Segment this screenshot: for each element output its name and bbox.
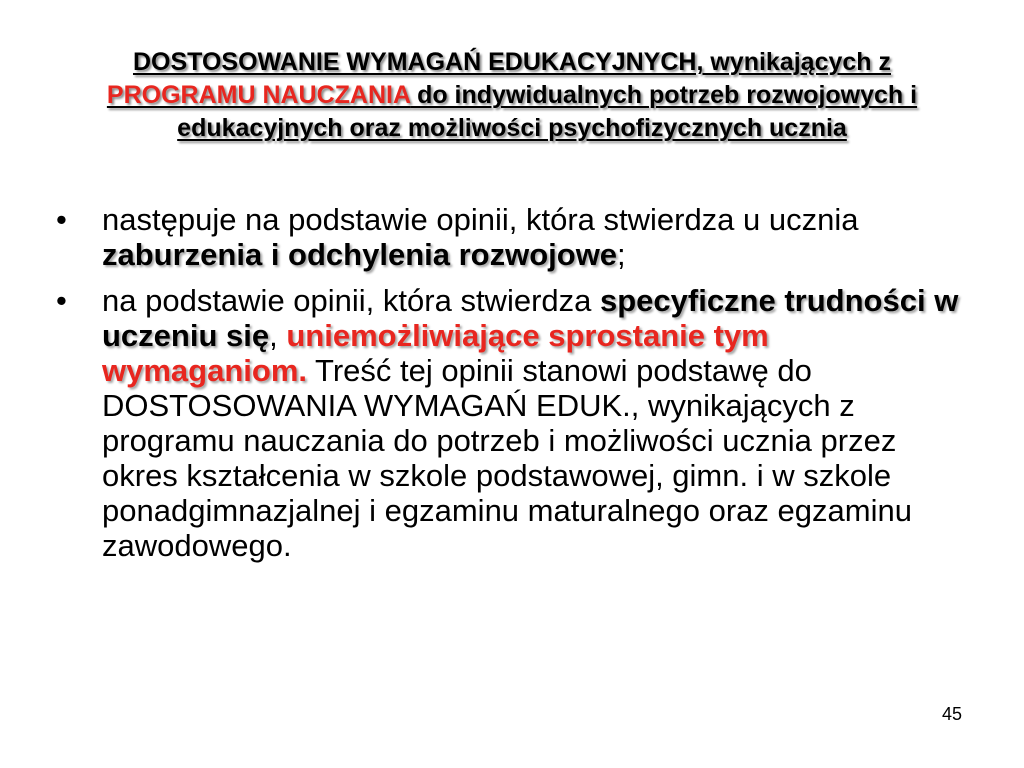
bullet-list xyxy=(52,202,972,574)
bullet2-text2: Treść tej opinii stanowi podstawę do DOSTOSOWANIA WYMAGAŃ EDUK., wynikających z programu nauczania do potrzeb i możliwości ucznia przez okres kształcenia w szkole podstawowej, gimn. i w szkole ponadgimnazjalnej i egzaminu maturalnego oraz egzaminu zawodowego. xyxy=(102,353,912,563)
bullet1-text1: następuje na podstawie opinii, która stwierdza u ucznia xyxy=(102,202,859,237)
slide-title xyxy=(60,46,964,145)
title-highlight-program: PROGRAMU NAUCZANIA xyxy=(106,81,411,109)
bullet2-bold: specyficzne trudności w uczeniu się xyxy=(102,283,959,353)
bullet-marker: • xyxy=(56,283,67,318)
bullet2-text1: na podstawie opinii, która stwierdza xyxy=(102,283,600,318)
title-text-part1: DOSTOSOWANIE WYMAGAŃ EDUKACYJNYCH, wynikających z xyxy=(132,48,891,76)
bullet2-comma: , xyxy=(269,318,287,353)
bullet1-text2: ; xyxy=(617,237,626,272)
title-text-part2: do indywidualnych potrzeb rozwojowych i edukacyjnych oraz możliwości psychofizycznych ucznia xyxy=(177,81,918,142)
bullet2-bold-red: uniemożliwiające sprostanie tym wymaganiom. xyxy=(102,318,769,388)
bullet-item-2 xyxy=(52,283,972,563)
bullet-marker: • xyxy=(56,202,67,237)
bullet1-bold: zaburzenia i odchylenia rozwojowe xyxy=(102,237,618,272)
bullet-item-1 xyxy=(52,202,972,272)
page-number: 45 xyxy=(941,704,962,724)
